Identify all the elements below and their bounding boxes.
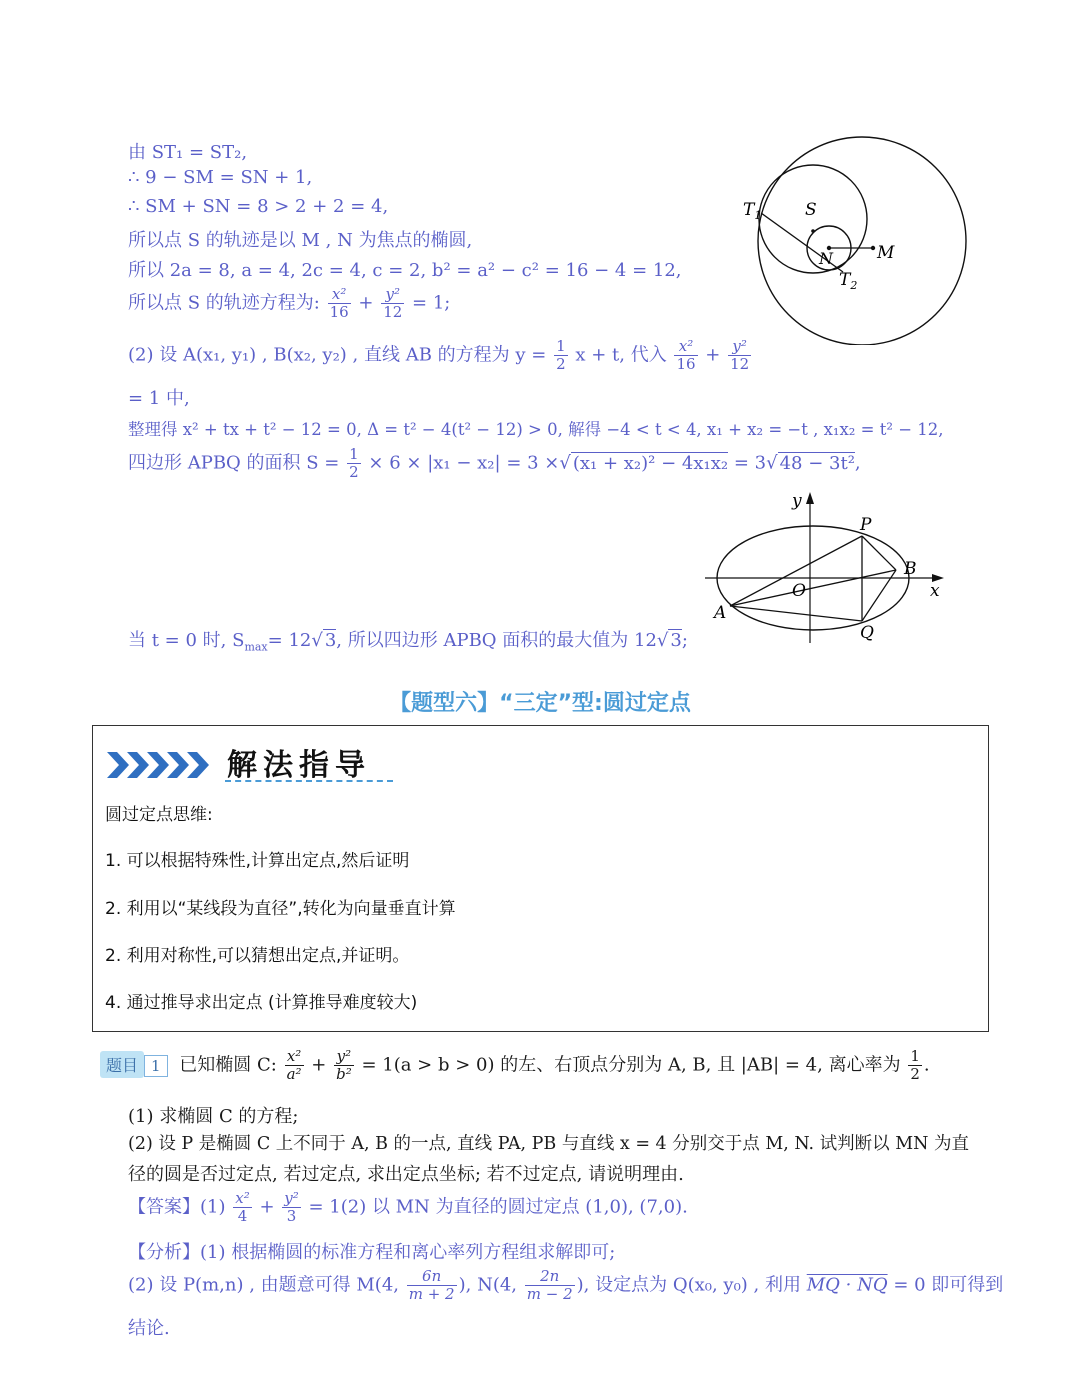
solution-line-8: = 1 中, xyxy=(128,388,190,409)
solution-line-10: 四边形 APBQ 的面积 S = $\frac{1}{2}$ × 6 × |x₁ − x₂| = 3 ×√ (x₁ + x₂)² − 4x₁x₂ = 3√ 48 − 3t², xyxy=(128,445,861,481)
chevrons-icon xyxy=(107,752,227,778)
fraction: $\frac{1}{2}$ xyxy=(556,337,566,373)
solution-line-11: 当 t = 0 时, $S_{max}= 12√$ 3, 所以四边形 APBQ 面积的最大值为 12√ 3; xyxy=(128,630,688,654)
guide-item-0: 圆过定点思维: xyxy=(105,805,213,825)
problem-stem: 题目 1 已知椭圆 C: $\frac{\text{x²}}{\text{a²}}$ + $\frac{\text{y²}}{\text{b²}}$ = 1(a > b > 0) 的左、右顶点分别为 A, B, 且 |AB| = 4, 离心率为 $\frac{1}{2}$ . xyxy=(100,1048,930,1083)
label-n: N xyxy=(819,249,833,268)
solution-line-3: ∴ SM + SN = 8 > 2 + 2 = 4, xyxy=(128,196,389,217)
label-t2: $T_2$ xyxy=(839,270,858,292)
fraction: $\frac{\text{y²}}{3}$ xyxy=(284,1189,299,1225)
ellipse-figure xyxy=(700,488,960,648)
label-m: M xyxy=(877,243,895,263)
method-guide-box xyxy=(92,725,989,1032)
guide-item-2: 2. 利用以“某线段为直径”,转化为向量垂直计算 xyxy=(105,899,456,919)
guide-item-3: 2. 利用对称性,可以猜想出定点,并证明。 xyxy=(105,946,410,966)
point-s xyxy=(811,229,815,233)
analysis-line-2: (2) 设 P(m,n) , 由题意可得 M(4, $\frac{6n}{m + 2}$ ), N(4, $\frac{2n}{m - 2}$ ), 设定点为 Q(x₀, y₀) , 利用 MQ · NQ = 0 即可得到 xyxy=(128,1267,1004,1303)
fraction: $\frac{\text{x²}}{\text{a²}}$ xyxy=(286,1047,302,1083)
label-o: O xyxy=(792,581,806,601)
solution-line-2: ∴ 9 − SM = SN + 1, xyxy=(128,167,313,188)
label-b: B xyxy=(904,559,917,579)
label-p: P xyxy=(860,515,872,535)
label-q: Q xyxy=(860,623,874,643)
fraction: $\frac{\text{x²}}{4}$ xyxy=(235,1189,250,1225)
fraction: $\frac{\text{x²}}{16}$ xyxy=(676,337,696,373)
solution-line-7: (2) 设 A(x₁, y₁) , B(x₂, y₂) , 直线 AB 的方程为 y = $\frac{1}{2}$ x + t, 代入 $\frac{\text{x²}}{16}$ + $\frac{\text{y²}}{12}$ xyxy=(128,337,750,373)
fraction: $\frac{\text{y²}}{\text{b²}}$ xyxy=(336,1047,352,1083)
question-2-line-1: (2) 设 P 是椭圆 C 上不同于 A, B 的一点, 直线 PA, PB 与直线 x = 4 分别交于点 M, N. 试判断以 MN 为直 xyxy=(128,1134,970,1154)
fraction: $\frac{2n}{m - 2}$ xyxy=(526,1267,573,1303)
segment-a-b xyxy=(730,570,896,606)
vector-expression: MQ · NQ xyxy=(806,1274,888,1296)
solution-line-5: 所以 2a = 8, a = 4, 2c = 4, c = 2, b² = a² − c² = 16 − 4 = 12, xyxy=(128,260,682,281)
label-x: x xyxy=(930,581,940,601)
analysis-line-1: 【分析】(1) 根据椭圆的标准方程和离心率列方程组求解即可; xyxy=(128,1242,616,1263)
guide-item-1: 1. 可以根据特殊性,计算出定点,然后证明 xyxy=(105,851,410,871)
guide-header-underline xyxy=(225,780,393,782)
guide-item-4: 4. 通过推导求出定点 (计算推导难度较大) xyxy=(105,993,418,1013)
fraction: $\frac{\text{y²}}{12}$ xyxy=(730,337,750,373)
question-1: (1) 求椭圆 C 的方程; xyxy=(128,1106,299,1127)
analysis-line-3: 结论. xyxy=(128,1318,170,1339)
solution-line-4: 所以点 S 的轨迹是以 M , N 为焦点的椭圆, xyxy=(128,230,473,251)
fraction: $\frac{1}{2}$ xyxy=(349,445,359,481)
segment-p-b xyxy=(862,536,896,570)
y-axis-arrow xyxy=(806,492,814,504)
segment-a-q xyxy=(730,606,862,621)
fraction: $\frac{\text{y²}}{12}$ xyxy=(383,285,403,321)
solution-line-1: 由 ST₁ = ST₂, xyxy=(128,142,248,163)
point-m xyxy=(871,246,875,250)
question-2-line-2: 径的圆是否过定点, 若过定点, 求出定点坐标; 若不过定点, 请说明理由. xyxy=(128,1164,684,1185)
label-a: A xyxy=(714,603,727,623)
fraction: $\frac{6n}{m + 2}$ xyxy=(408,1267,455,1303)
problem-tag: 题目 xyxy=(100,1051,144,1078)
circle-figure xyxy=(735,135,975,345)
solution-line-9: 整理得 x² + tx + t² − 12 = 0, Δ = t² − 4(t² − 12) > 0, 解得 −4 < t < 4, x₁ + x₂ = −t , x₁x₂ = t² − 12, xyxy=(128,420,944,439)
solution-line-6: 所以点 S 的轨迹方程为: $\frac{\text{x²}}{16}$ + $\frac{\text{y²}}{12}$ = 1; xyxy=(128,285,451,321)
label-t1: $T_1$ xyxy=(743,200,762,222)
guide-header: 解法指导 xyxy=(227,748,371,783)
section-title: 【题型六】“三定”型:圆过定点 xyxy=(389,691,691,716)
fraction: $\frac{\text{x²}}{16}$ xyxy=(329,285,349,321)
problem-number: 1 xyxy=(144,1055,168,1077)
fraction: $\frac{1}{2}$ xyxy=(910,1047,920,1083)
label-s: S xyxy=(805,200,817,220)
answer-line: 【答案】(1) $\frac{\text{x²}}{4}$ + $\frac{\text{y²}}{3}$ = 1(2) 以 MN 为直径的圆过定点 (1,0), (7,0). xyxy=(128,1189,688,1225)
label-y: y xyxy=(792,491,802,511)
